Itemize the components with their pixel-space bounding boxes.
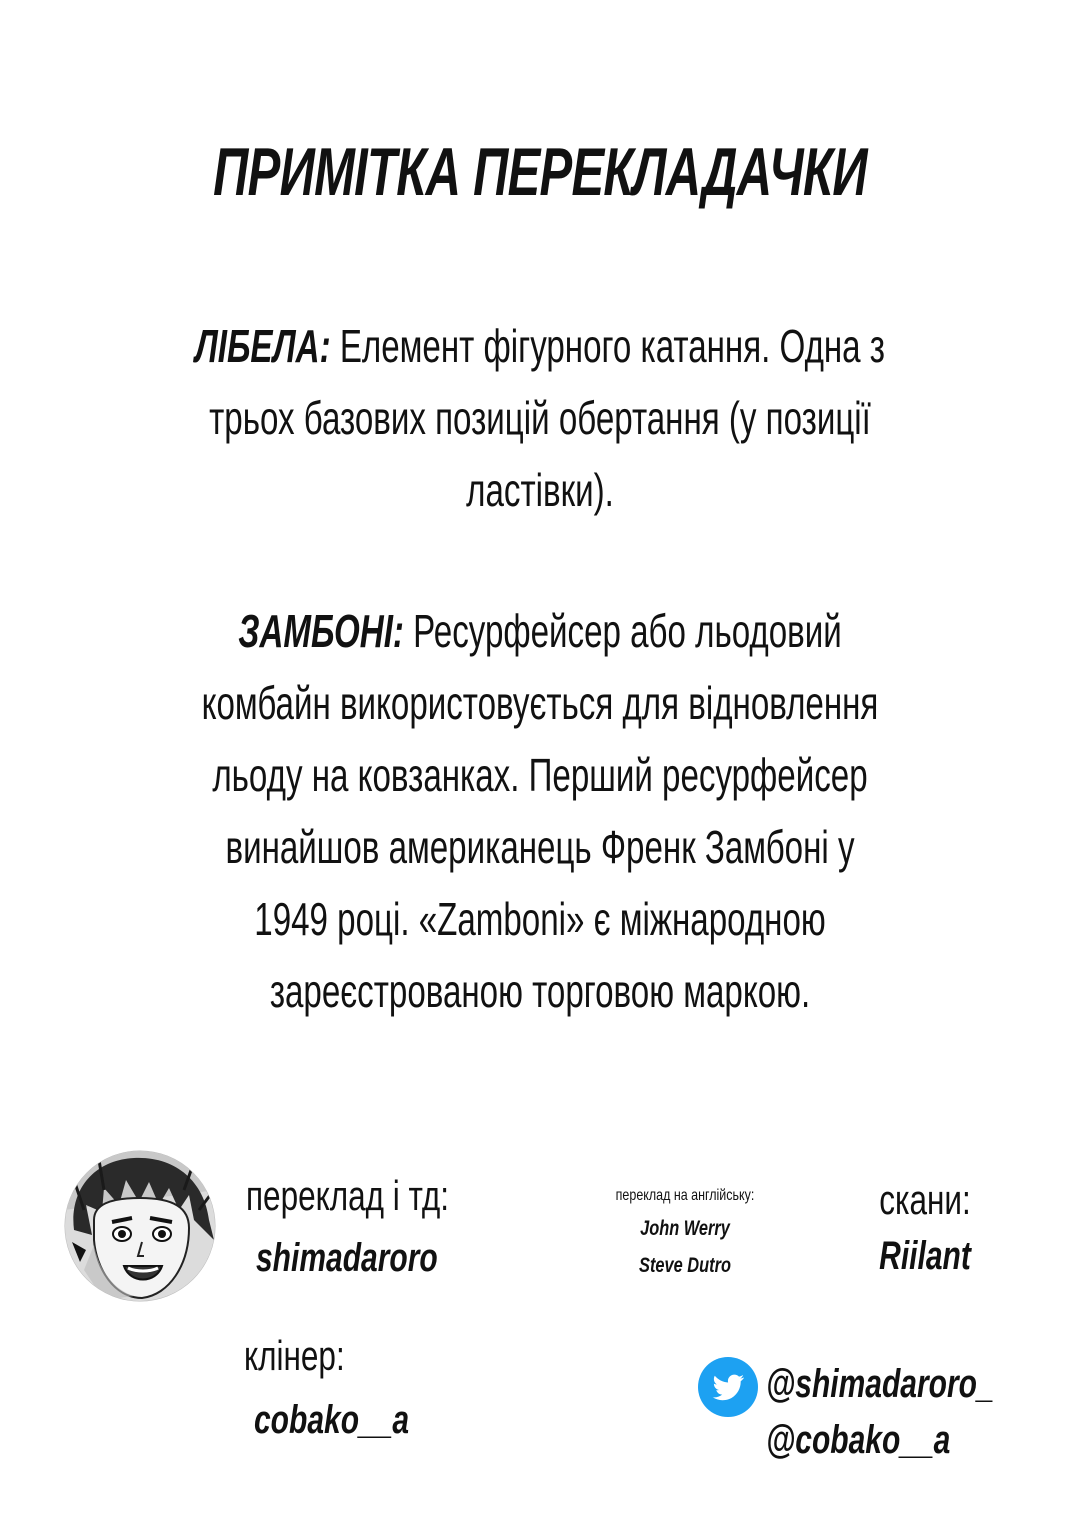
note-text-line: зареєстрованою торговою маркою. xyxy=(269,965,811,1017)
translation-label: переклад і тд: xyxy=(246,1172,450,1219)
note-text-line: Елемент фігурного катання. Одна з xyxy=(339,320,885,372)
page-title: ПРИМІТКА ПЕРЕКЛАДАЧКИ xyxy=(213,134,867,210)
scans-label: скани: xyxy=(879,1176,971,1223)
cleaner-label: клінер: xyxy=(244,1332,345,1379)
note-text-line: льоду на ковзанках. Перший ресурфейсер xyxy=(212,749,868,801)
note-text-line: винайшов американець Френк Замбоні у xyxy=(225,821,855,873)
note-text-line: ластівки). xyxy=(466,464,614,516)
english-translator-name: Steve Dutro xyxy=(639,1254,731,1277)
twitter-handle[interactable]: @cobako__a xyxy=(766,1418,951,1462)
note-term: ЗАМБОНІ: xyxy=(238,605,404,657)
twitter-icon xyxy=(698,1357,758,1417)
note-text-line: комбайн використовується для відновлення xyxy=(201,677,879,729)
translation-name: shimadaroro xyxy=(256,1236,438,1280)
note-text-line: Ресурфейсер або льодовий xyxy=(413,605,842,657)
note-libela xyxy=(144,310,936,526)
english-translation-label: переклад на англійську: xyxy=(615,1187,755,1204)
scans-name: Riilant xyxy=(879,1234,971,1278)
note-term: ЛІБЕЛА: xyxy=(195,320,331,372)
note-text-line: трьох базових позицій обертання (у позиції xyxy=(209,392,871,444)
avatar xyxy=(64,1150,216,1302)
english-translator-name: John Werry xyxy=(640,1217,730,1240)
note-text-line: 1949 році. «Zamboni» є міжнародною xyxy=(254,893,826,945)
twitter-handle[interactable]: @shimadaroro_ xyxy=(766,1362,994,1406)
note-zamboni xyxy=(144,595,936,1027)
cleaner-name: cobako__a xyxy=(254,1398,410,1442)
